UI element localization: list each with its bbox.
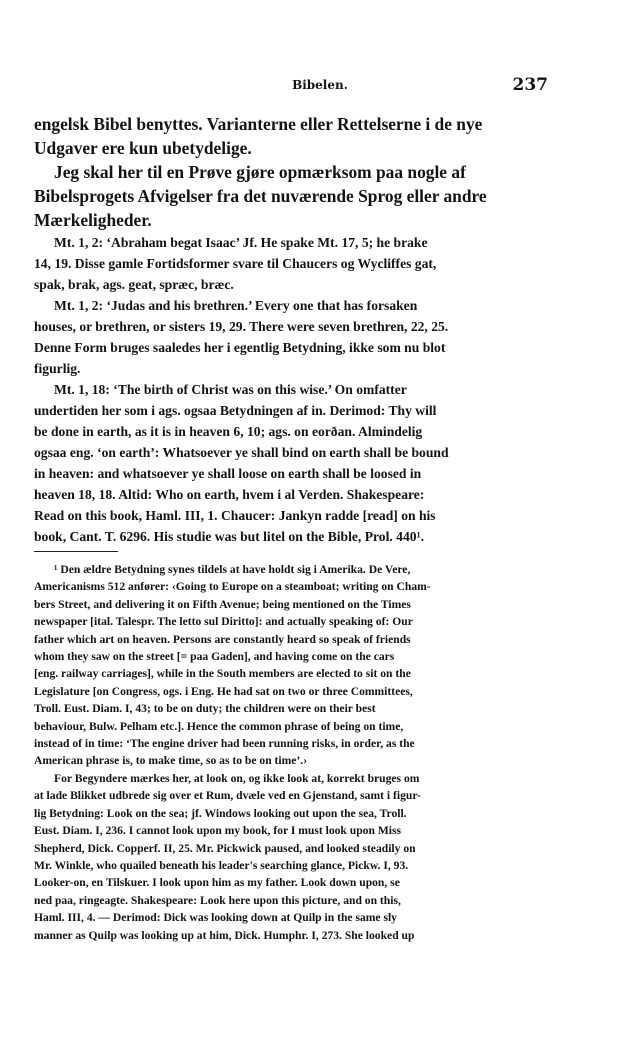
footnote xyxy=(34,561,550,944)
footnote-line: manner as Quilp was looking up at him, Dick. Humphr. I, 273. She looked up xyxy=(34,928,415,942)
text-line: Udgaver ere kun ubetydelige. xyxy=(34,138,252,158)
footnote-line: Troll. Eust. Diam. I, 43; to be on duty; the children were on their best xyxy=(34,702,376,716)
footnote-line: lig Betydning: Look on the sea; jf. Windows looking out upon the sea, Troll. xyxy=(34,806,407,820)
footnote-line: American phrase is, to make time, so as to be on time’.› xyxy=(34,754,308,768)
entry-on-this-wise xyxy=(34,379,550,547)
footnote-line: Haml. III, 4. — Derimod: Dick was looking down at Quilp in the same sly xyxy=(34,911,397,925)
text-line: ogsaa eng. ‘on earth’: Whatsoever ye shall bind on earth shall be bound xyxy=(34,445,449,460)
text-line: spak, brak, ags. geat, spræc, bræc. xyxy=(34,277,234,292)
footnote-rule xyxy=(34,551,118,552)
footnote-paragraph-1 xyxy=(34,561,550,770)
footnote-line: father which art on heaven. Persons are constantly heard so speak of friends xyxy=(34,632,411,646)
running-title: Bibelen. xyxy=(292,78,348,92)
footnote-line: ned paa, ringeagte. Shakespeare: Look here upon this picture, and on this, xyxy=(34,893,401,907)
text-line: Mærkeligheder. xyxy=(34,210,152,230)
footnote-line: Americanisms 512 anfører: ‹Going to Europe on a steamboat; writing on Cham- xyxy=(34,580,431,594)
footnote-line: ¹ Den ældre Betydning synes tildels at have holdt sig i Amerika. De Vere, xyxy=(54,563,411,576)
text-line: Mt. 1, 2: ‘Abraham begat Isaac’ Jf. He spake Mt. 17, 5; he brake xyxy=(54,235,428,250)
text-line: Read on this book, Haml. III, 1. Chaucer: Jankyn radde [read] on his xyxy=(34,508,436,523)
text-line: Denne Form bruges saaledes her i egentlig Betydning, ikke som nu blot xyxy=(34,340,446,355)
text-line: book, Cant. T. 6296. His studie was but litel on the Bible, Prol. 440¹. xyxy=(34,529,425,544)
text-line: Mt. 1, 2: ‘Judas and his brethren.’ Every one that has forsaken xyxy=(54,298,418,313)
intro-paragraph xyxy=(34,112,550,232)
text-line: undertiden her som i ags. ogsaa Betydningen af in. Derimod: Thy will xyxy=(34,403,437,418)
footnote-paragraph-2 xyxy=(34,770,550,944)
footnote-line: at lade Blikket udbrede sig over et Rum, dvæle ved en Gjenstand, samt i figur- xyxy=(34,789,421,803)
text-line: houses, or brethren, or sisters 19, 29. There were seven brethren, 22, 25. xyxy=(34,319,449,334)
text-line: 14, 19. Disse gamle Fortidsformer svare til Chaucers og Wycliffes gat, xyxy=(34,256,437,271)
footnote-line: Looker-on, en Tilskuer. I look upon him as my father. Look down upon, se xyxy=(34,876,400,890)
text-line: in heaven: and whatsoever ye shall loose on earth shall be loosed in xyxy=(34,466,422,481)
footnote-line: behaviour, Bulw. Pelham etc.]. Hence the common phrase of being on time, xyxy=(34,719,404,733)
text-line: engelsk Bibel benyttes. Varianterne eller Rettelserne i de nye xyxy=(34,114,483,134)
footnote-line: whom they saw on the street [= paa Gaden], and having come on the cars xyxy=(34,650,395,664)
text-line: figurlig. xyxy=(34,361,81,376)
footnote-line: newspaper [ital. Talespr. The letto sul Diritto]: and actually speaking of: Our xyxy=(34,615,413,629)
text-line: Jeg skal her til en Prøve gjøre opmærksom paa nogle af xyxy=(54,162,466,182)
footnote-line: For Begyndere mærkes her, at look on, og ikke look at, korrekt bruges om xyxy=(54,771,420,785)
footnote-line: Mr. Winkle, who quailed beneath his leader's searching glance, Pickw. I, 93. xyxy=(34,858,409,872)
entry-brethren xyxy=(34,295,550,379)
text-line: heaven 18, 18. Altid: Who on earth, hvem i al Verden. Shakespeare: xyxy=(34,487,425,502)
footnote-line: Eust. Diam. I, 236. I cannot look upon my book, for I must look upon Miss xyxy=(34,824,402,838)
footnote-line: [eng. railway carriages], while in the South members are elected to sit on the xyxy=(34,667,411,681)
entry-begat xyxy=(34,232,550,295)
footnote-line: Legislature [on Congress, ogs. i Eng. He had sat on two or three Committees, xyxy=(34,684,413,698)
footnote-line: instead of in time: ‘The engine driver had been running risks, in order, as the xyxy=(34,737,415,751)
text-line: be done in earth, as it is in heaven 6, 10; ags. on eorðan. Almindelig xyxy=(34,424,423,439)
page-number: 237 xyxy=(512,75,548,95)
footnote-line: bers Street, and delivering it on Fifth Avenue; being mentioned on the Times xyxy=(34,597,411,611)
body-text xyxy=(34,112,550,547)
footnote-line: Shepherd, Dick. Copperf. II, 25. Mr. Pickwick paused, and looked steadily on xyxy=(34,841,416,855)
text-line: Mt. 1, 18: ‘The birth of Christ was on this wise.’ On omfatter xyxy=(54,382,407,397)
text-line: Bibelsprogets Afvigelser fra det nuværende Sprog eller andre xyxy=(34,186,487,206)
